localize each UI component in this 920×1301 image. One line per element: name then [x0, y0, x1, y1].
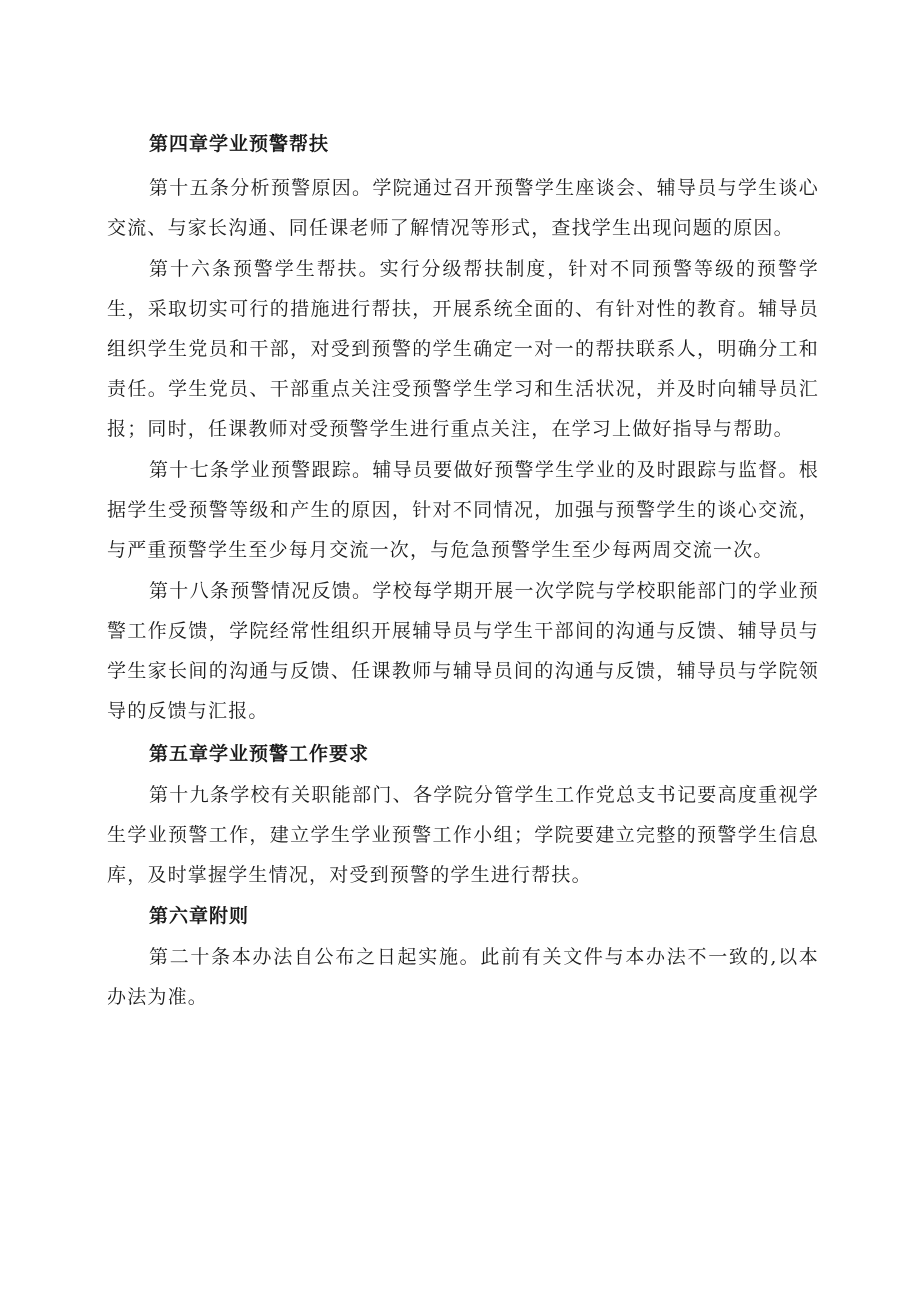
article-18: 第十八条预警情况反馈。学校每学期开展一次学院与学校职能部门的学业预警工作反馈，学院经常性组织开展辅导员与学生干部间的沟通与反馈、辅导员与学生家长间的沟通与反馈、任课教师与辅导员间的沟通与反馈，辅导员与学院领导的反馈与汇报。: [107, 580, 819, 722]
article-15: 第十五条分析预警原因。学院通过召开预警学生座谈会、辅导员与学生谈心交流、与家长沟通、同任课老师了解情况等形式，查找学生出现问题的原因。: [107, 177, 819, 239]
article-19: 第十九条学校有关职能部门、各学院分管学生工作党总支书记要高度重视学生学业预警工作，建立学生学业预警工作小组；学院要建立完整的预警学生信息库，及时掌握学生情况，对受到预警的学生进行帮扶。: [107, 784, 819, 886]
article-20: 第二十条本办法自公布之日起实施。此前有关文件与本办法不一致的,以本办法为准。: [107, 946, 819, 1008]
chapter-6-heading: 第六章附则: [149, 905, 250, 927]
article-17: 第十七条学业预警跟踪。辅导员要做好预警学生学业的及时跟踪与监督。根据学生受预警等级和产生的原因，针对不同情况，加强与预警学生的谈心交流，与严重预警学生至少每月交流一次，与危急预警学生至少每两周交流一次。: [107, 459, 819, 561]
article-16: 第十六条预警学生帮扶。实行分级帮扶制度，针对不同预警等级的预警学生，采取切实可行的措施进行帮扶，开展系统全面的、有针对性的教育。辅导员组织学生党员和干部，对受到预警的学生确定一对一的帮扶联系人，明确分工和责任。学生党员、干部重点关注受预警学生学习和生活状况，并及时向辅导员汇报；同时，任课教师对受预警学生进行重点关注，在学习上做好指导与帮助。: [107, 258, 819, 440]
document-body: [107, 124, 819, 1018]
chapter-5-heading: 第五章学业预警工作要求: [149, 743, 370, 765]
chapter-4-heading: 第四章学业预警帮扶: [149, 133, 330, 155]
